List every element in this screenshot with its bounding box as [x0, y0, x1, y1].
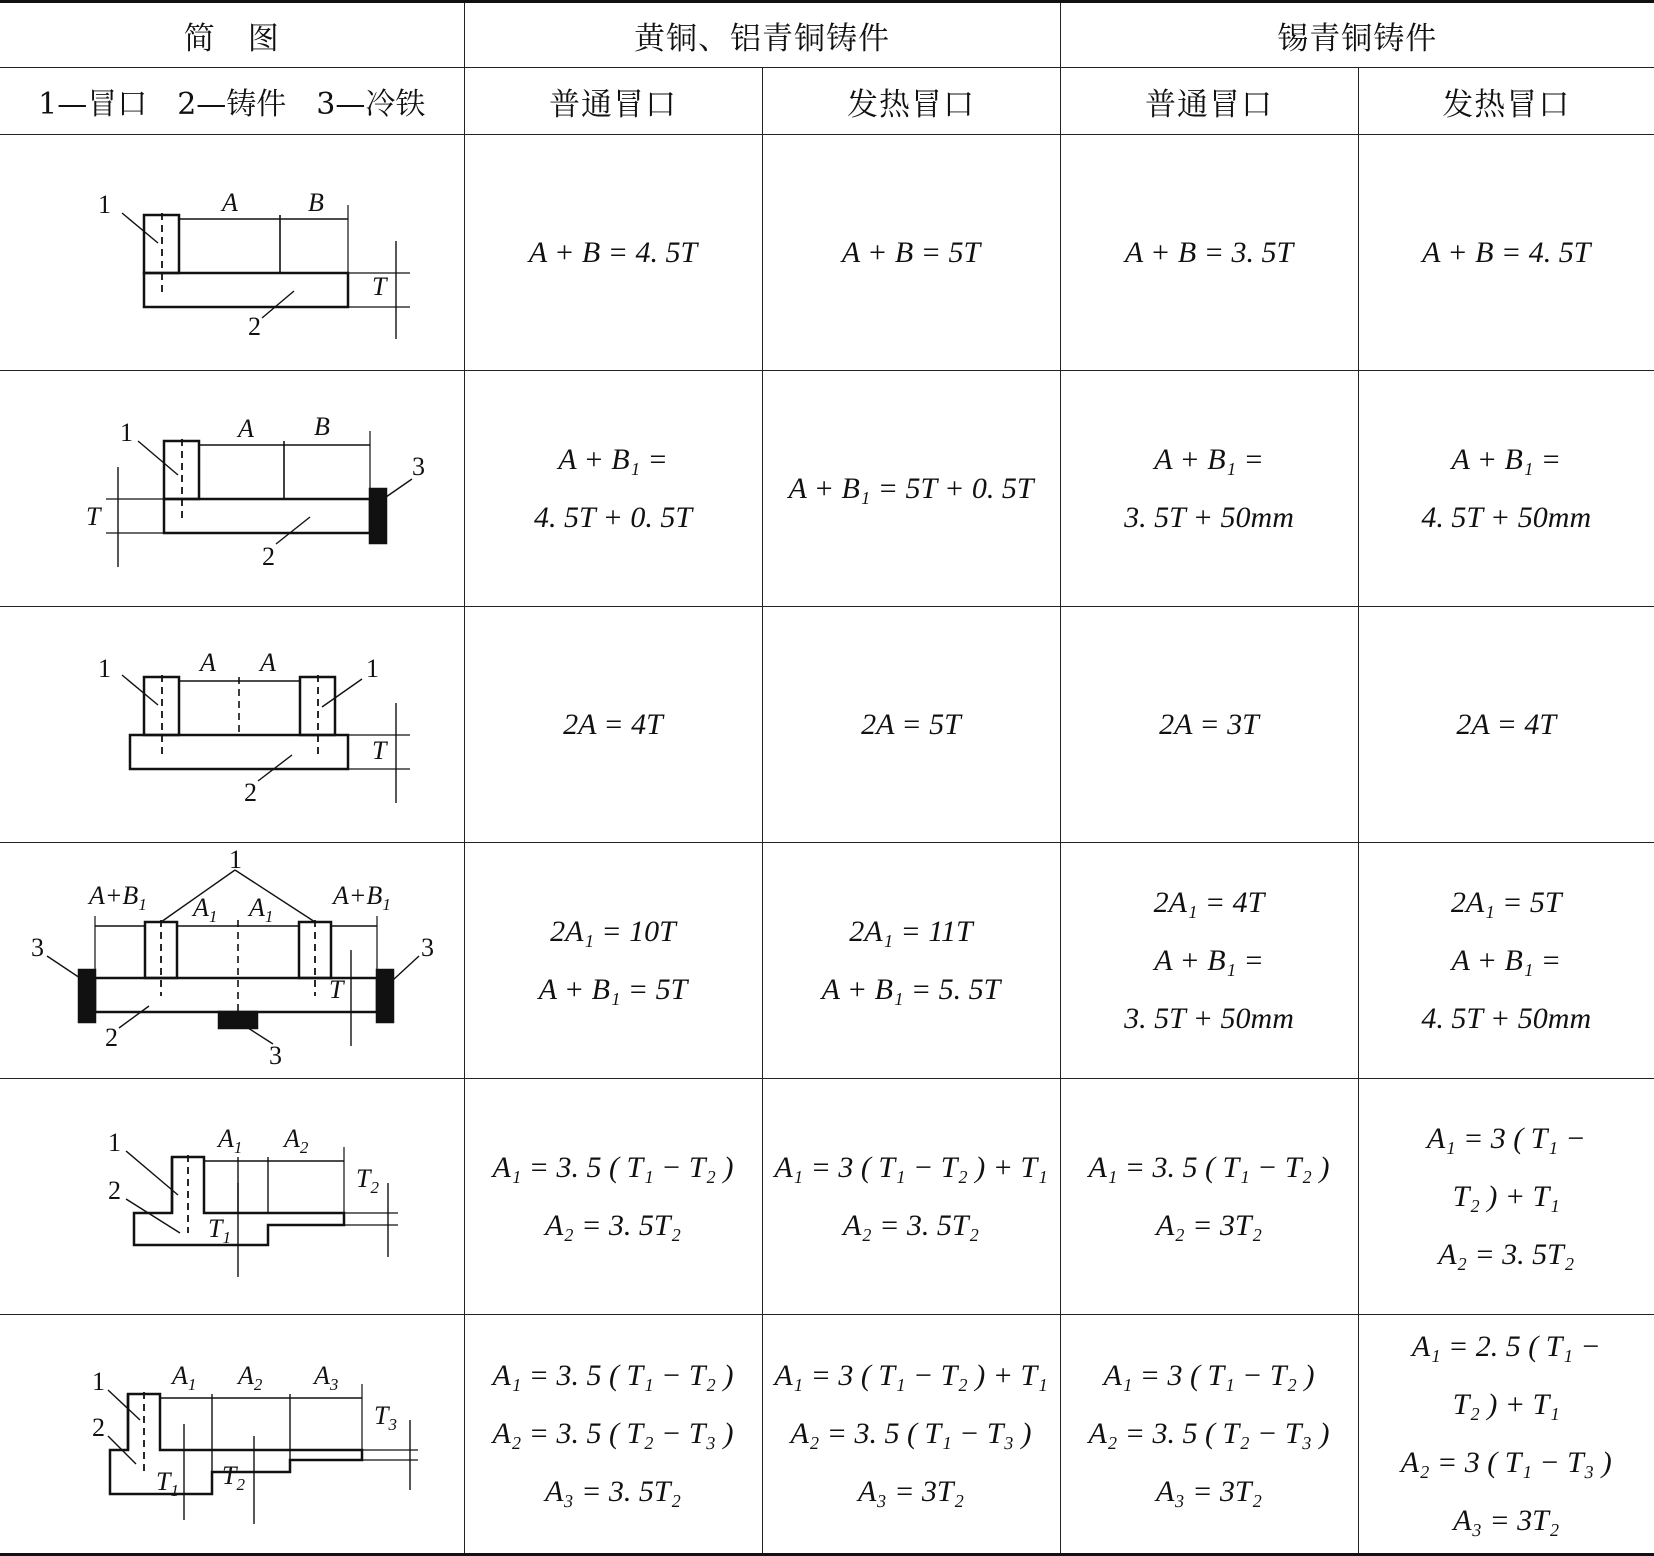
label-casting: 2 [108, 1176, 121, 1205]
label-T: T [372, 272, 388, 301]
label-A2: $A_2$ [282, 1124, 309, 1157]
header-brass-group: 黄铜、铝青铜铸件 [464, 2, 1060, 68]
formula-line: A₂ = 3. 5 ( T₁ − T₃ ) [763, 1405, 1060, 1463]
label-casting: 2 [262, 542, 275, 571]
formula-line: A₃ = 3T₂ [1359, 1492, 1654, 1550]
table-row [0, 1315, 1654, 1555]
formula-line: A₂ = 3. 5T₂ [465, 1197, 762, 1255]
formula-line: A + B₁ = [465, 431, 762, 489]
table-row [0, 135, 1654, 371]
formula-line: A₂ = 3. 5 ( T₂ − T₃ ) [465, 1405, 762, 1463]
formula-line: 2A = 3T [1061, 696, 1358, 754]
label-T: T [372, 736, 388, 765]
formula-line: 4. 5T + 50mm [1359, 489, 1654, 547]
formula-cell [1060, 843, 1358, 1079]
label-T2: $T_2$ [356, 1164, 379, 1197]
formula-line: A + B₁ = [1359, 932, 1654, 990]
formula-line: A₁ = 3. 5 ( T₁ − T₂ ) [465, 1347, 762, 1405]
label-casting: 2 [92, 1413, 105, 1442]
label-A-plus-B1: $A+B_1$ [331, 881, 391, 914]
formula-line: A₂ = 3T₂ [1061, 1197, 1358, 1255]
formula-cell [464, 843, 762, 1079]
formula-line: A + B₁ = [1061, 431, 1358, 489]
label-riser: 1 [98, 190, 111, 219]
formula-cell [464, 371, 762, 607]
label-A: A [198, 648, 216, 677]
label-T1: $T_1$ [156, 1467, 179, 1500]
table-row [0, 1079, 1654, 1315]
formula-cell [762, 843, 1060, 1079]
formula-line: 4. 5T + 50mm [1359, 990, 1654, 1048]
sketch-two-risers-chills [7, 846, 457, 1076]
label-A1: $A_1$ [170, 1361, 196, 1394]
formula-line: A₁ = 2. 5 ( T₁ − [1359, 1318, 1654, 1376]
formula-line: A₃ = 3T₂ [1061, 1463, 1358, 1521]
formula-line: 2A = 5T [763, 696, 1060, 754]
label-A: A [258, 648, 276, 677]
formula-cell [1358, 371, 1654, 607]
label-A3: $A_3$ [312, 1361, 338, 1394]
formula-line: A + B = 3. 5T [1061, 224, 1358, 282]
header-sketch: 简 图 [0, 2, 464, 68]
formula-cell [1358, 843, 1654, 1079]
formula-cell [1060, 371, 1358, 607]
label-chill: 3 [412, 452, 425, 481]
label-A: A [236, 414, 254, 443]
label-B: B [314, 412, 330, 441]
sketch-stepped-three [22, 1324, 442, 1544]
formula-line: 4. 5T + 0. 5T [465, 489, 762, 547]
formula-cell [1060, 1079, 1358, 1315]
formula-cell [762, 371, 1060, 607]
label-A: A [220, 188, 238, 217]
formula-line: A + B₁ = [1359, 431, 1654, 489]
label-T: T [329, 975, 345, 1004]
formula-cell [1358, 607, 1654, 843]
formula-line: A + B₁ = 5. 5T [763, 961, 1060, 1019]
label-riser: 1 [120, 418, 133, 447]
header-legend: 1—冒口 2—铸件 3—冷铁 [0, 68, 464, 135]
formula-line: A + B = 5T [763, 224, 1060, 282]
formula-line: 2A₁ = 4T [1061, 874, 1358, 932]
sketch-cell [0, 1079, 464, 1315]
table-row [0, 607, 1654, 843]
formula-line: A + B = 4. 5T [1359, 224, 1654, 282]
label-T: T [86, 502, 102, 531]
formula-cell [464, 135, 762, 371]
formula-cell [762, 607, 1060, 843]
label-T2: $T_2$ [222, 1461, 245, 1494]
formula-line: A₂ = 3. 5T₂ [763, 1197, 1060, 1255]
formula-line: 3. 5T + 50mm [1061, 990, 1358, 1048]
formula-line: 2A₁ = 5T [1359, 874, 1654, 932]
label-riser: 1 [229, 846, 242, 874]
formula-line: A₂ = 3 ( T₁ − T₃ ) [1359, 1434, 1654, 1492]
label-A-plus-B1: $A+B_1$ [87, 881, 147, 914]
formula-line: 2A = 4T [1359, 696, 1654, 754]
formula-line: A₁ = 3 ( T₁ − T₂ ) + T₁ [763, 1347, 1060, 1405]
formula-line: 2A₁ = 11T [763, 903, 1060, 961]
formula-line: A₃ = 3. 5T₂ [465, 1463, 762, 1521]
formula-line: A + B₁ = 5T [465, 961, 762, 1019]
label-A1: $A_1$ [247, 893, 273, 926]
formula-line: A₂ = 3. 5T₂ [1359, 1226, 1654, 1284]
formula-line: A₁ = 3. 5 ( T₁ − T₂ ) [1061, 1139, 1358, 1197]
label-chill: 3 [31, 933, 44, 962]
label-A1: $A_1$ [191, 893, 217, 926]
formula-line: T₂ ) + T₁ [1359, 1168, 1654, 1226]
formula-cell [1060, 1315, 1358, 1555]
formula-line: A + B₁ = [1061, 932, 1358, 990]
header-brass-exo: 发热冒口 [762, 68, 1060, 135]
header-tin-exo: 发热冒口 [1358, 68, 1654, 135]
formula-line: A₁ = 3 ( T₁ − T₂ ) + T₁ [763, 1139, 1060, 1197]
sketch-cell [0, 607, 464, 843]
formula-cell [1358, 1315, 1654, 1555]
formula-line: A₃ = 3T₂ [763, 1463, 1060, 1521]
label-casting: 2 [105, 1023, 118, 1052]
label-riser: 1 [366, 654, 379, 683]
formula-line: A₁ = 3 ( T₁ − T₂ ) [1061, 1347, 1358, 1405]
formula-line: A₁ = 3. 5 ( T₁ − T₂ ) [465, 1139, 762, 1197]
formula-cell [464, 607, 762, 843]
formula-cell [762, 1079, 1060, 1315]
label-A2: $A_2$ [236, 1361, 263, 1394]
formula-cell [1060, 607, 1358, 843]
formula-line: 3. 5T + 50mm [1061, 489, 1358, 547]
label-T3: $T_3$ [374, 1401, 397, 1434]
table-row [0, 371, 1654, 607]
table-row [0, 843, 1654, 1079]
formula-line: A₂ = 3. 5 ( T₂ − T₃ ) [1061, 1405, 1358, 1463]
header-tin-normal: 普通冒口 [1060, 68, 1358, 135]
formula-cell [464, 1315, 762, 1555]
formula-line: 2A₁ = 10T [465, 903, 762, 961]
sketch-cell [0, 1315, 464, 1555]
sketch-cell [0, 135, 464, 371]
label-casting: 2 [248, 312, 261, 341]
formula-cell [762, 135, 1060, 371]
sketch-cell [0, 843, 464, 1079]
label-B: B [308, 188, 324, 217]
label-chill: 3 [421, 933, 434, 962]
sketch-two-risers [22, 615, 442, 835]
sketch-single-riser [22, 143, 442, 363]
label-riser: 1 [92, 1367, 105, 1396]
formula-cell [762, 1315, 1060, 1555]
sketch-riser-with-chill [22, 379, 442, 599]
formula-line: A + B₁ = 5T + 0. 5T [763, 460, 1060, 518]
formula-line: A + B = 4. 5T [465, 224, 762, 282]
formula-line: T₂ ) + T₁ [1359, 1376, 1654, 1434]
formula-line: 2A = 4T [465, 696, 762, 754]
sketch-stepped-two [22, 1087, 442, 1307]
header-brass-normal: 普通冒口 [464, 68, 762, 135]
formula-cell [464, 1079, 762, 1315]
formula-cell [1358, 135, 1654, 371]
formula-cell [1358, 1079, 1654, 1315]
label-riser: 1 [98, 654, 111, 683]
label-casting: 2 [244, 778, 257, 807]
label-T1: $T_1$ [208, 1214, 231, 1247]
formula-cell [1060, 135, 1358, 371]
header-tin-group: 锡青铜铸件 [1060, 2, 1654, 68]
label-chill: 3 [269, 1041, 282, 1070]
label-A1: $A_1$ [216, 1124, 242, 1157]
sketch-cell [0, 371, 464, 607]
formula-line: A₁ = 3 ( T₁ − [1359, 1110, 1654, 1168]
label-riser: 1 [108, 1128, 121, 1157]
